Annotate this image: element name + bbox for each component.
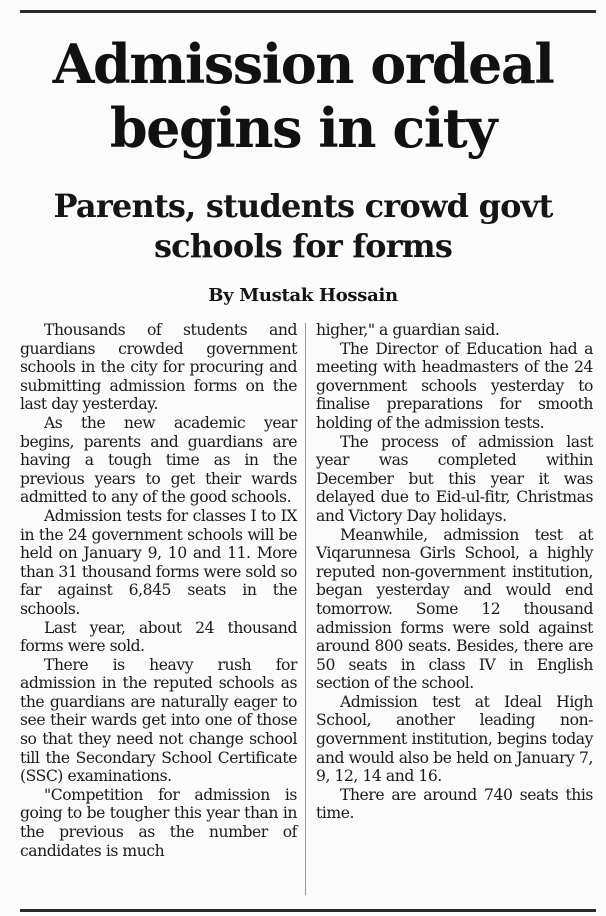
paragraph: Admission tests for classes I to IX in the 24 government schools will be held on January 9, 10 and 11. More than 31 thousand forms were sold so far against 6,845 seats in the schools.: [20, 506, 297, 618]
paragraph: Meanwhile, admission test at Viqarunnesa Girls School, a highly reputed non-government institution, began yesterday and would end tomorrow. Some 12 thousand admission forms were sold against around 800 seats. Besides, there are 50 seats in class IV in English section of the school.: [316, 525, 593, 693]
headline: [0, 32, 606, 160]
top-rule: [20, 10, 596, 13]
paragraph: Admission test at Ideal High School, another leading non-government institution, begins today and would also be held on January 7, 9, 12, 14 and 16.: [316, 692, 593, 786]
subhead-line-2: schools for forms: [153, 227, 453, 265]
paragraph: There are around 740 seats this time.: [316, 785, 593, 823]
headline-line-2: begins in city: [109, 96, 497, 160]
byline: By Mustak Hossain: [208, 285, 398, 306]
article-column-right: [316, 321, 593, 823]
paragraph-continuation: higher," a guardian said.: [316, 321, 500, 339]
paragraph: The Director of Education had a meeting with headmasters of the 24 government schools yesterday to finalise preparations for smooth holding of the admission tests.: [316, 339, 593, 432]
subheadline: [0, 186, 606, 266]
article-column-left: [20, 321, 297, 860]
column-divider: [305, 323, 306, 895]
paragraph: Last year, about 24 thousand forms were sold.: [20, 618, 297, 656]
paragraph: "Competition for admission is going to be tougher this year than in the previous as the number of candidates is much: [20, 785, 297, 860]
paragraph: There is heavy rush for admission in the reputed schools as the guardians are naturally eager to see their wards get into one of those so that they need not change school till the Secondary School Certificate (SSC) examinations.: [20, 655, 297, 786]
paragraph: As the new academic year begins, parents and guardians are having a tough time as in the previous years to get their wards admitted to any of the good schools.: [20, 413, 297, 507]
paragraph: The process of admission last year was completed within December but this year it was delayed due to Eid-ul-fitr, Christmas and Victory Day holidays.: [316, 432, 593, 525]
subhead-line-1: Parents, students crowd govt: [53, 187, 553, 225]
paragraph: Thousands of students and guardians crowded government schools in the city for procuring and submitting admission forms on the last day yesterday.: [20, 321, 297, 414]
headline-line-1: Admission ordeal: [52, 32, 554, 96]
bottom-rule: [20, 909, 596, 912]
